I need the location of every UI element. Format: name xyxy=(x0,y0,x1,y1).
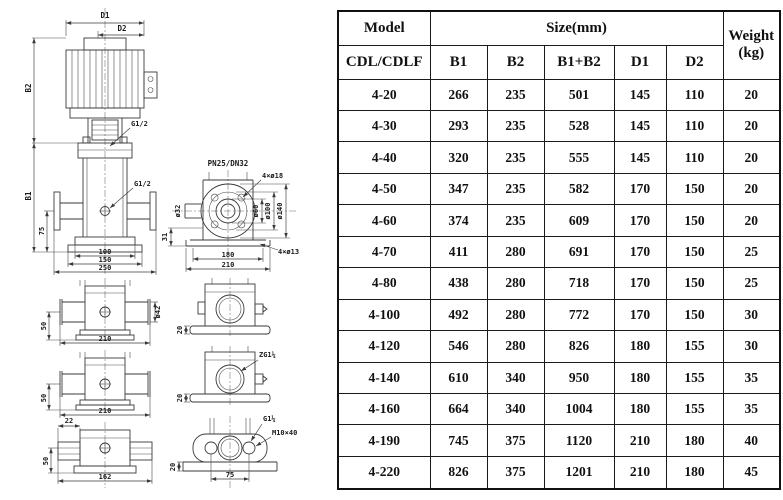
model-cell: 4-40 xyxy=(338,142,430,173)
d2-cell: 180 xyxy=(666,425,723,456)
b2-cell: 375 xyxy=(487,425,544,456)
weight-cell: 35 xyxy=(723,394,780,425)
table-row xyxy=(338,142,780,173)
b1-cell: 411 xyxy=(430,236,487,267)
model-cell: 4-70 xyxy=(338,236,430,267)
col-b1-header: B1 xyxy=(430,45,487,79)
table-row xyxy=(338,173,780,204)
b1-cell: 492 xyxy=(430,299,487,330)
d2-cell: 110 xyxy=(666,110,723,141)
dim-50b-label: 50 xyxy=(40,393,48,403)
b1-cell: 374 xyxy=(430,205,487,236)
table-row xyxy=(338,425,780,456)
d1-cell: 170 xyxy=(614,268,666,299)
d2-cell: 150 xyxy=(666,268,723,299)
d1-cell: 210 xyxy=(614,425,666,456)
d1-cell: 170 xyxy=(614,236,666,267)
model-cell: 4-120 xyxy=(338,331,430,362)
g12-drain-label: G1/2 xyxy=(134,180,151,188)
weight-cell: 40 xyxy=(723,425,780,456)
model-cell: 4-140 xyxy=(338,362,430,393)
table-row xyxy=(338,456,780,489)
header-row-1 xyxy=(338,11,780,45)
b1b2-cell: 609 xyxy=(544,205,614,236)
model-cell: 4-160 xyxy=(338,394,430,425)
d1-cell: 180 xyxy=(614,394,666,425)
dim-50a-label: 50 xyxy=(40,321,48,331)
d2-cell: 150 xyxy=(666,205,723,236)
d2-cell: 155 xyxy=(666,394,723,425)
table-row xyxy=(338,205,780,236)
b2-cell: 340 xyxy=(487,362,544,393)
b1b2-cell: 1004 xyxy=(544,394,614,425)
b1b2-cell: 691 xyxy=(544,236,614,267)
col-b1b2-header: B1+B2 xyxy=(544,45,614,79)
g12-vent-label: G1/2 xyxy=(131,120,148,128)
table-row xyxy=(338,79,780,110)
dim-75-port-label: 75 xyxy=(38,226,46,236)
b1b2-cell: 555 xyxy=(544,142,614,173)
dim-210b-label: 210 xyxy=(98,407,112,415)
port-side-view-a xyxy=(176,278,270,336)
pump-dimension-drawing xyxy=(0,0,335,500)
g1-quarter-label: G1¼ xyxy=(263,415,276,423)
dim-31-label: 31 xyxy=(161,232,169,242)
table-row xyxy=(338,331,780,362)
col-d2-header: D2 xyxy=(666,45,723,79)
model-cell: 4-100 xyxy=(338,299,430,330)
base-side-view-c xyxy=(42,417,152,488)
b2-cell: 280 xyxy=(487,268,544,299)
weight-header-line2: (kg) xyxy=(738,45,765,62)
dia-60-label: ø60 xyxy=(252,204,260,218)
dim-20b-label: 20 xyxy=(176,393,184,403)
dim-50c-label: 50 xyxy=(42,456,50,466)
b1-cell: 826 xyxy=(430,456,487,489)
b1-cell: 745 xyxy=(430,425,487,456)
dim-22-label: 22 xyxy=(64,417,74,425)
dim-210-top-label: 210 xyxy=(221,261,235,269)
b2-cell: 235 xyxy=(487,110,544,141)
model-cell: 4-30 xyxy=(338,110,430,141)
weight-cell: 45 xyxy=(723,456,780,489)
weight-cell: 20 xyxy=(723,205,780,236)
b1-cell: 347 xyxy=(430,173,487,204)
dia-42-label: ø42 xyxy=(154,305,162,319)
terminal-box xyxy=(144,72,157,98)
model-cell: 4-190 xyxy=(338,425,430,456)
b2-cell: 280 xyxy=(487,299,544,330)
b1b2-cell: 1120 xyxy=(544,425,614,456)
header-row-2 xyxy=(338,45,780,79)
model-cell: 4-80 xyxy=(338,268,430,299)
d1-cell: 180 xyxy=(614,331,666,362)
weight-cell: 20 xyxy=(723,173,780,204)
zg1-quarter-label: ZG1¼ xyxy=(259,351,276,359)
b1-cell: 664 xyxy=(430,394,487,425)
base-side-view-a xyxy=(40,278,162,346)
m10x40-label: M10×40 xyxy=(272,429,298,437)
d2-cell: 155 xyxy=(666,362,723,393)
b2-cell: 340 xyxy=(487,394,544,425)
d1-cell: 145 xyxy=(614,79,666,110)
model-cell: 4-220 xyxy=(338,456,430,489)
dim-20c-label: 20 xyxy=(169,462,177,472)
table-row xyxy=(338,268,780,299)
d2-cell: 150 xyxy=(666,236,723,267)
d1-cell: 145 xyxy=(614,142,666,173)
b1b2-cell: 1201 xyxy=(544,456,614,489)
port-side-view-c xyxy=(169,415,297,488)
b1b2-cell: 582 xyxy=(544,173,614,204)
b1-cell: 266 xyxy=(430,79,487,110)
b1-cell: 546 xyxy=(430,331,487,362)
spec-table-container xyxy=(337,10,781,490)
b1b2-cell: 950 xyxy=(544,362,614,393)
size-header: Size(mm) xyxy=(430,11,723,45)
b1b2-cell: 718 xyxy=(544,268,614,299)
dim-150-label: 150 xyxy=(98,256,112,264)
d2-cell: 155 xyxy=(666,331,723,362)
model-header: Model xyxy=(338,11,430,45)
dim-75-bolts-label: 75 xyxy=(225,471,235,479)
weight-cell: 20 xyxy=(723,110,780,141)
d2-cell: 150 xyxy=(666,173,723,204)
base-side-view-b xyxy=(40,350,150,418)
spec-table xyxy=(337,10,781,490)
d1-cell: 170 xyxy=(614,205,666,236)
table-row xyxy=(338,362,780,393)
weight-cell: 25 xyxy=(723,236,780,267)
b2-cell: 235 xyxy=(487,205,544,236)
b1-cell: 293 xyxy=(430,110,487,141)
bolt-holes-13-label: 4×ø13 xyxy=(278,248,300,256)
pump-front-view xyxy=(24,8,157,275)
weight-cell: 30 xyxy=(723,331,780,362)
b2-cell: 375 xyxy=(487,456,544,489)
d2-cell: 110 xyxy=(666,142,723,173)
dia-100-label: ø100 xyxy=(264,202,272,220)
b1-cell: 610 xyxy=(430,362,487,393)
weight-header-line1: Weight xyxy=(728,28,775,44)
b2-cell: 280 xyxy=(487,331,544,362)
pn-dn-label: PN25/DN32 xyxy=(207,159,249,168)
table-row xyxy=(338,236,780,267)
weight-cell: 35 xyxy=(723,362,780,393)
b2-cell: 235 xyxy=(487,173,544,204)
b1b2-cell: 501 xyxy=(544,79,614,110)
weight-cell: 20 xyxy=(723,142,780,173)
dim-20a-label: 20 xyxy=(176,325,184,335)
model-cell: 4-60 xyxy=(338,205,430,236)
flange-top-view xyxy=(161,159,299,272)
dim-210a-label: 210 xyxy=(98,335,112,343)
d2-cell: 180 xyxy=(666,456,723,489)
weight-cell: 20 xyxy=(723,79,780,110)
col-d1-header: D1 xyxy=(614,45,666,79)
bolt-holes-18-label: 4×ø18 xyxy=(262,172,284,180)
dim-180-label: 180 xyxy=(221,251,235,259)
dim-162-label: 162 xyxy=(98,473,112,481)
b1-cell: 438 xyxy=(430,268,487,299)
col-b2-header: B2 xyxy=(487,45,544,79)
b1b2-cell: 772 xyxy=(544,299,614,330)
dim-d1-label: D1 xyxy=(100,11,110,20)
dim-b2-label: B2 xyxy=(24,83,33,93)
dia-32-label: ø32 xyxy=(174,204,182,218)
d2-cell: 150 xyxy=(666,299,723,330)
port-side-view-b xyxy=(176,346,276,406)
weight-cell: 30 xyxy=(723,299,780,330)
table-row xyxy=(338,110,780,141)
weight-header xyxy=(723,11,780,79)
dim-b1-label: B1 xyxy=(24,191,33,201)
model-cell: 4-20 xyxy=(338,79,430,110)
table-row xyxy=(338,394,780,425)
b1b2-cell: 826 xyxy=(544,331,614,362)
b1b2-cell: 528 xyxy=(544,110,614,141)
d2-cell: 110 xyxy=(666,79,723,110)
weight-cell: 25 xyxy=(723,268,780,299)
model-series-header: CDL/CDLF xyxy=(338,45,430,79)
d1-cell: 170 xyxy=(614,173,666,204)
model-cell: 4-50 xyxy=(338,173,430,204)
d1-cell: 170 xyxy=(614,299,666,330)
table-row xyxy=(338,299,780,330)
b2-cell: 235 xyxy=(487,142,544,173)
d1-cell: 210 xyxy=(614,456,666,489)
dim-100-label: 100 xyxy=(98,248,112,256)
dia-140-label: ø140 xyxy=(276,202,284,220)
dim-d2-label: D2 xyxy=(117,24,127,33)
b2-cell: 235 xyxy=(487,79,544,110)
d1-cell: 180 xyxy=(614,362,666,393)
dim-250-label: 250 xyxy=(98,264,112,272)
d1-cell: 145 xyxy=(614,110,666,141)
b2-cell: 280 xyxy=(487,236,544,267)
b1-cell: 320 xyxy=(430,142,487,173)
